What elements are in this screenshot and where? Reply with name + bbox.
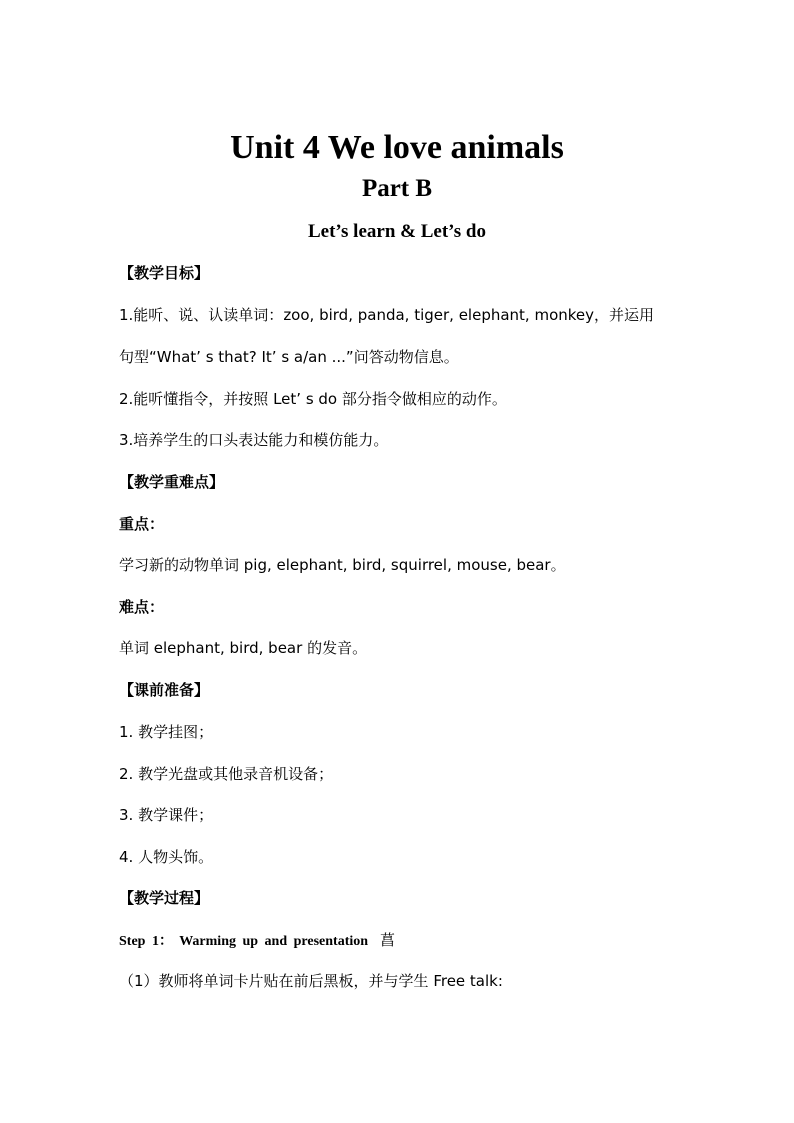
step-1-label: Step 1： Warming up and presentation (119, 934, 369, 949)
preparation-item: 2. 教学光盘或其他录音机设备； (119, 765, 334, 783)
objective-1-line-1: 1.能听、说、认读单词：zoo, bird, panda, tiger, elephant, monkey，并运用 (119, 306, 655, 324)
step-1-line (119, 929, 719, 953)
difficulty-label: 难点： (119, 598, 165, 616)
objective-1-line-2: 句型“What’ s that? It’ s a/an ...”问答动物信息。 (119, 348, 459, 366)
step-1-glyph: 菖 (380, 931, 396, 949)
document-title: Unit 4 We love animals (230, 129, 564, 166)
objectives-heading: 【教学目标】 (119, 264, 210, 282)
preparation-item: 3. 教学课件； (119, 806, 214, 824)
step-1-item-1: （1）教师将单词卡片贴在前后黑板，并与学生 Free talk: (119, 972, 503, 990)
preparation-item: 4. 人物头饰。 (119, 848, 214, 866)
focus-label: 重点： (119, 515, 165, 533)
objective-3: 3.培养学生的口头表达能力和模仿能力。 (119, 431, 389, 449)
preparation-heading: 【课前准备】 (119, 681, 210, 699)
lesson-title: Let’s learn & Let’s do (307, 221, 486, 242)
difficulty-text: 单词 elephant, bird, bear 的发音。 (119, 639, 368, 657)
key-points-heading: 【教学重难点】 (119, 473, 225, 491)
focus-text: 学习新的动物单词 pig, elephant, bird, squirrel, mouse, bear。 (119, 556, 566, 574)
document-subtitle: Part B (361, 175, 433, 202)
process-heading: 【教学过程】 (119, 889, 210, 907)
preparation-item: 1. 教学挂图； (119, 723, 214, 741)
objective-2: 2.能听懂指令，并按照 Let’ s do 部分指令做相应的动作。 (119, 390, 507, 408)
